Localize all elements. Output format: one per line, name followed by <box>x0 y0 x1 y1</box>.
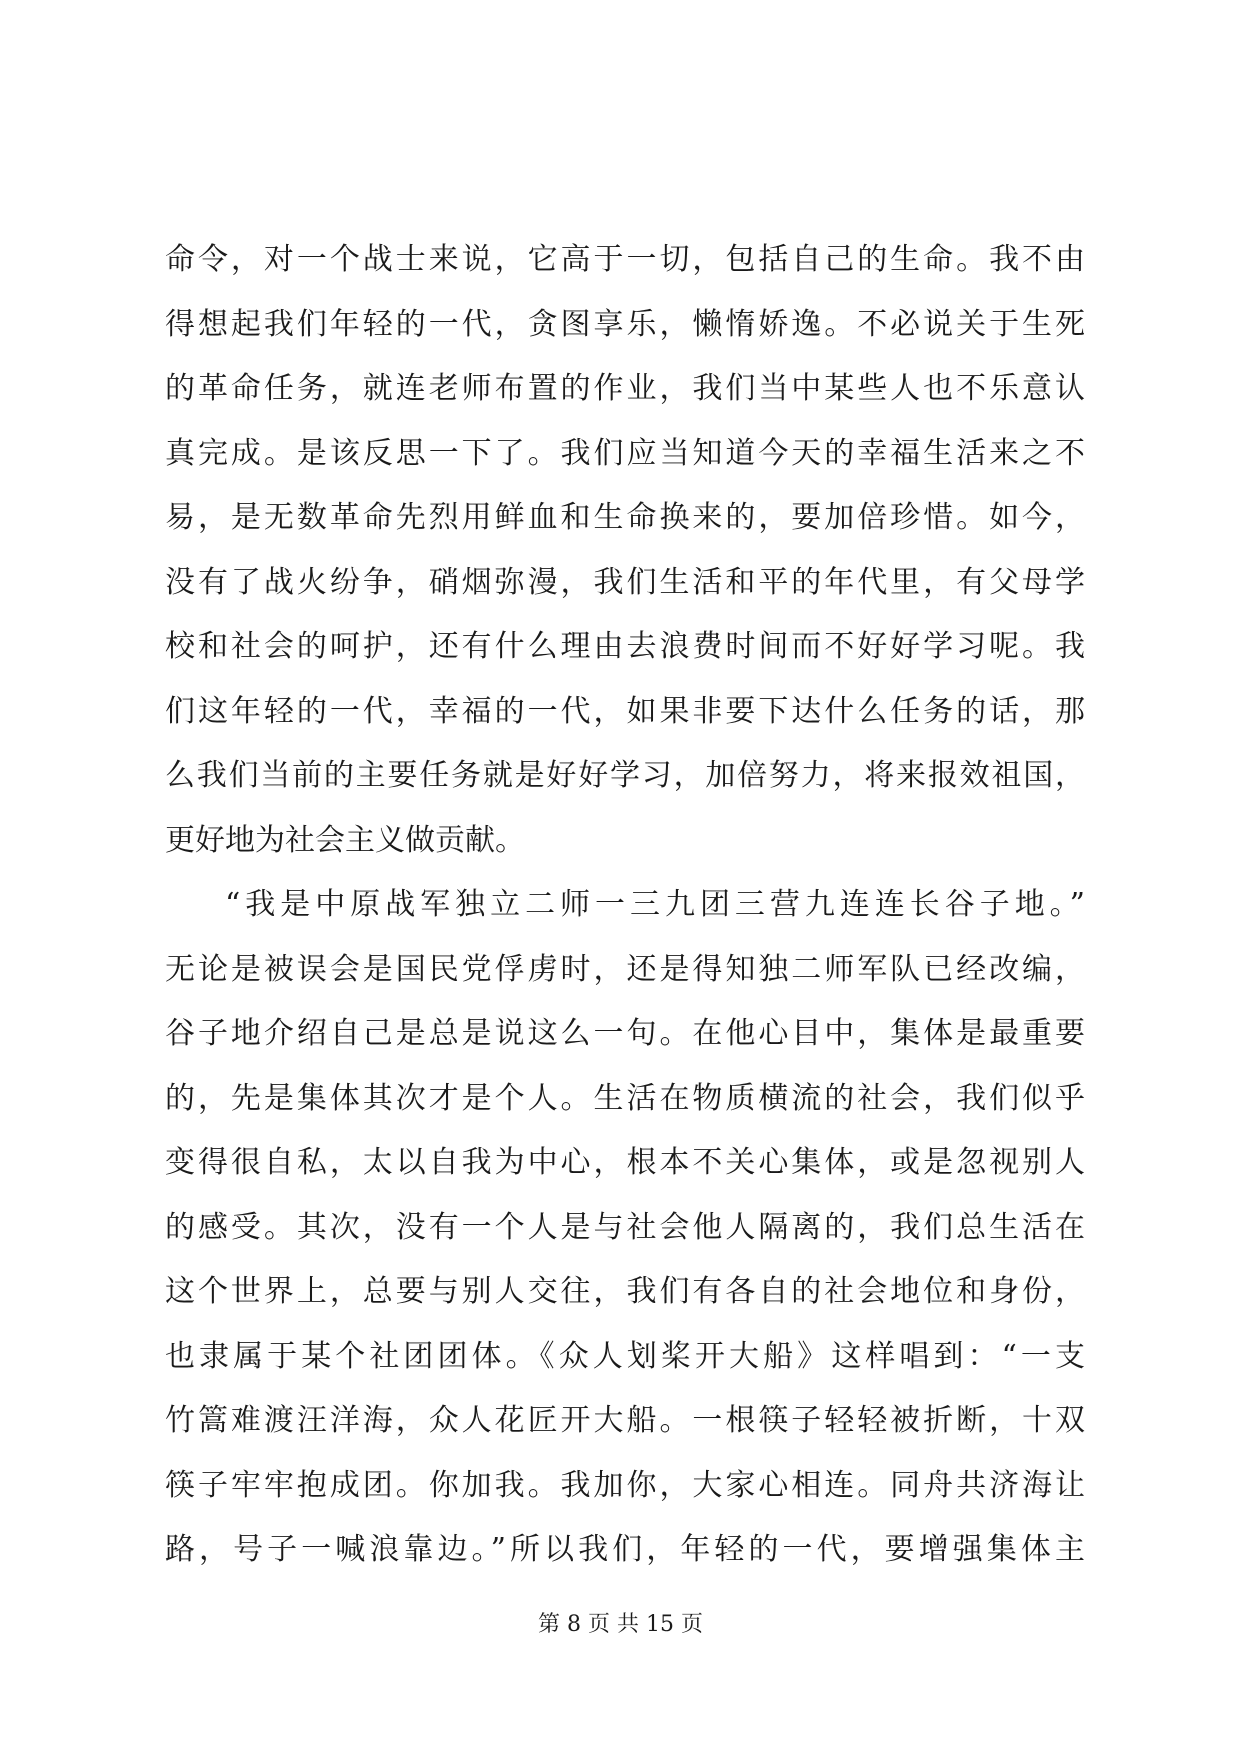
text-line: 的感受。其次，没有一个人是与社会他人隔离的，我们总生活在 <box>165 1209 1085 1245</box>
text-line: 校和社会的呵护，还有什么理由去浪费时间而不好好学习呢。我 <box>165 629 1085 664</box>
text-line: 易，是无数革命先烈用鲜血和生命换来的，要加倍珍惜。如今， <box>165 500 1085 535</box>
text-line: “我是中原战军独立二师一三九团三营九连连长谷子地。” <box>225 887 1085 922</box>
text-line: 无论是被误会是国民党俘虏时，还是得知独二师军队已经改编， <box>165 951 1085 987</box>
text-line: 的革命任务，就连老师布置的作业，我们当中某些人也不乐意认 <box>165 371 1085 406</box>
text-line: 变得很自私，太以自我为中心，根本不关心集体，或是忽视别人 <box>165 1145 1085 1180</box>
body-text <box>165 228 1085 1583</box>
text-line: 没有了战火纷争，硝烟弥漫，我们生活和平的年代里，有父母学 <box>165 564 1085 600</box>
page-number-footer: 第 8 页 共 15 页 <box>538 1612 703 1637</box>
text-line: 得想起我们年轻的一代，贪图享乐，懒惰娇逸。不必说关于生死 <box>165 306 1085 342</box>
text-line: 筷子牢牢抱成团。你加我。我加你，大家心相连。同舟共济海让 <box>165 1467 1085 1503</box>
text-line: 路，号子一喊浪靠边。”所以我们，年轻的一代，要增强集体主 <box>165 1532 1085 1567</box>
text-line: 的，先是集体其次才是个人。生活在物质横流的社会，我们似乎 <box>165 1080 1085 1116</box>
text-line: 更好地为社会主义做贡献。 <box>165 822 525 858</box>
text-line: 们这年轻的一代，幸福的一代，如果非要下达什么任务的话，那 <box>165 693 1085 729</box>
text-line: 命令，对一个战士来说，它高于一切，包括自己的生命。我不由 <box>165 242 1085 277</box>
text-line: 么我们当前的主要任务就是好好学习，加倍努力，将来报效祖国， <box>165 758 1085 793</box>
text-line: 也隶属于某个社团团体。《众人划桨开大船》这样唱到：“一支 <box>165 1338 1085 1374</box>
text-line: 这个世界上，总要与别人交往，我们有各自的社会地位和身份， <box>165 1274 1085 1309</box>
text-line: 竹篙难渡汪洋海，众人花匠开大船。一根筷子轻轻被折断，十双 <box>165 1403 1085 1438</box>
text-line: 谷子地介绍自己是总是说这么一句。在他心目中，集体是最重要 <box>165 1016 1085 1051</box>
text-line: 真完成。是该反思一下了。我们应当知道今天的幸福生活来之不 <box>165 435 1085 471</box>
